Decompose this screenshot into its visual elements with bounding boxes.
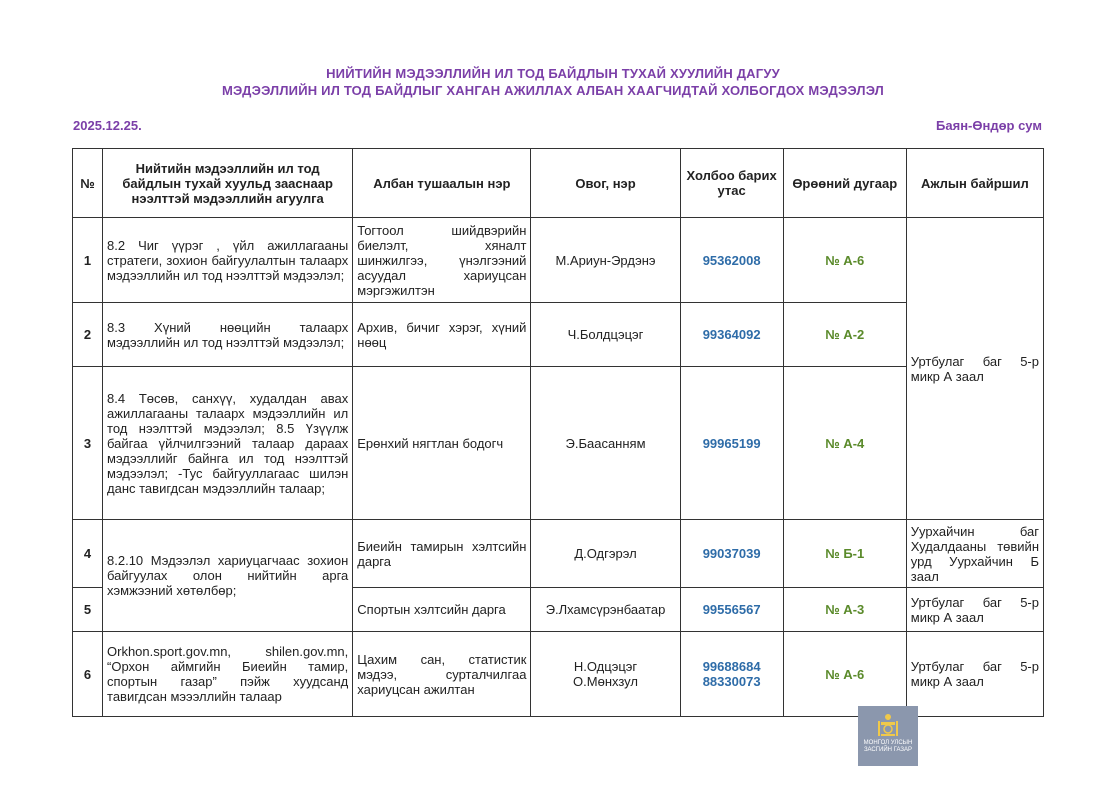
row-phone: 99364092 bbox=[680, 303, 783, 367]
row-name: Э.Баасанням bbox=[531, 367, 680, 520]
row-phone: 99965199 bbox=[680, 367, 783, 520]
row-phone-first: 99688684 bbox=[702, 659, 761, 674]
row-location-merged: Уртбулаг баг 5-р микр А заал bbox=[906, 218, 1043, 520]
row-position: Тогтоол шийдвэрийн биелэлт, хяналт шинжилгээ, үнэлгээний асуудал хариуцсан мэргэжилтэн bbox=[353, 218, 531, 303]
row-name: Э.Лхамсүрэнбаатар bbox=[531, 588, 680, 632]
table-row bbox=[73, 367, 1044, 520]
row-number: 6 bbox=[73, 632, 103, 717]
col-header-name: Овог, нэр bbox=[531, 149, 680, 218]
row-room: № А-6 bbox=[783, 218, 906, 303]
row-room: № А-2 bbox=[783, 303, 906, 367]
row-room: № А-3 bbox=[783, 588, 906, 632]
row-location: Уртбулаг баг 5-р микр А заал bbox=[906, 632, 1043, 717]
col-header-content: Нийтийн мэдээллийн ил тод байдлын тухай хуульд зааснаар нээлттэй мэдээллийн агуулга bbox=[103, 149, 353, 218]
row-room: № А-6 bbox=[783, 632, 906, 717]
table-row bbox=[73, 520, 1044, 588]
row-content: 8.3 Хүний нөөцийн талаарх мэдээллийн ил тод нээлттэй мэдээлэл; bbox=[103, 303, 353, 367]
row-phone: 95362008 bbox=[680, 218, 783, 303]
row-number: 5 bbox=[73, 588, 103, 632]
row-room: № Б-1 bbox=[783, 520, 906, 588]
col-header-room: Өрөөний дугаар bbox=[783, 149, 906, 218]
row-name: Д.Одгэрэл bbox=[531, 520, 680, 588]
row-room: № А-4 bbox=[783, 367, 906, 520]
col-header-phone: Холбоо барих утас bbox=[680, 149, 783, 218]
row-number: 4 bbox=[73, 520, 103, 588]
document-place: Баян-Өндөр сум bbox=[936, 118, 1042, 133]
page-title-line2: МЭДЭЭЛЛИЙН ИЛ ТОД БАЙДЛЫГ ХАНГАН АЖИЛЛАХ АЛБАН ХААГЧИДТАЙ ХОЛБОГДОХ МЭДЭЭЛЭЛ bbox=[222, 83, 884, 98]
soyombo-emblem-icon bbox=[877, 712, 899, 738]
row-content-merged: 8.2.10 Мэдээлэл хариуцагчаас зохион байгуулах олон нийтийн арга хэмжээний хөтөлбөр; bbox=[103, 520, 353, 632]
row-phone bbox=[680, 632, 783, 717]
col-header-location: Ажлын байршил bbox=[906, 149, 1043, 218]
row-location: Уртбулаг баг 5-р микр А заал bbox=[906, 588, 1043, 632]
logo-caption: МОНГОЛ УЛСЫН ЗАСГИЙН ГАЗАР bbox=[863, 740, 913, 753]
row-phone: 99037039 bbox=[680, 520, 783, 588]
table-header-row bbox=[73, 149, 1044, 218]
row-position: Цахим сан, статистик мэдээ, сурталчилгаа хариуцсан ажилтан bbox=[353, 632, 531, 717]
col-header-num: № bbox=[73, 149, 103, 218]
row-number: 1 bbox=[73, 218, 103, 303]
row-phone: 99556567 bbox=[680, 588, 783, 632]
row-name bbox=[531, 632, 680, 717]
row-position: Архив, бичиг хэрэг, хүний нөөц bbox=[353, 303, 531, 367]
row-content: 8.2 Чиг үүрэг , үйл ажиллагааны стратеги, зохион байгуулалтын талаарх мэдээллийн ил тод нээлттэй мэдээлэл; bbox=[103, 218, 353, 303]
row-name: Ч.Болдцэцэг bbox=[531, 303, 680, 367]
government-logo bbox=[858, 706, 918, 766]
row-name-first: Н.Одцэцэг bbox=[573, 659, 638, 674]
row-location: Уурхайчин баг Худалдааны төвийн урд Уурхайчин Б заал bbox=[906, 520, 1043, 588]
row-name-second: О.Мөнхзул bbox=[573, 674, 638, 689]
page-title-line1: НИЙТИЙН МЭДЭЭЛЛИЙН ИЛ ТОД БАЙДЛЫН ТУХАЙ ХУУЛИЙН ДАГУУ bbox=[326, 66, 780, 81]
row-name: М.Ариун-Эрдэнэ bbox=[531, 218, 680, 303]
row-number: 2 bbox=[73, 303, 103, 367]
row-position: Биеийн тамирын хэлтсийн дарга bbox=[353, 520, 531, 588]
officers-table bbox=[72, 148, 1044, 717]
table-row bbox=[73, 632, 1044, 717]
table-row bbox=[73, 218, 1044, 303]
row-number: 3 bbox=[73, 367, 103, 520]
row-content: Orkhon.sport.gov.mn, shilen.gov.mn, “Орхон аймгийн Биеийн тамир, спортын газар” пэйж хуудсанд тавигдсан мэээллийн талаар bbox=[103, 632, 353, 717]
col-header-position: Албан тушаалын нэр bbox=[353, 149, 531, 218]
row-position: Спортын хэлтсийн дарга bbox=[353, 588, 531, 632]
row-content: 8.4 Төсөв, санхүү, худалдан авах ажиллагааны талаарх мэдээллийн ил тод нээлттэй мэдээлэл; 8.5 Үзүүлж байгаа үйлчилгээний талаар дараах мэдээллийг байнга ил тод нээлттэй мэдээлэл; -Тус байгууллагаас шилэн данс тавигдсан мэдээллийн талаар; bbox=[103, 367, 353, 520]
document-date: 2025.12.25. bbox=[73, 118, 142, 133]
table-row bbox=[73, 303, 1044, 367]
row-phone-second: 88330073 bbox=[702, 674, 761, 689]
row-position: Ерөнхий нягтлан бодогч bbox=[353, 367, 531, 520]
